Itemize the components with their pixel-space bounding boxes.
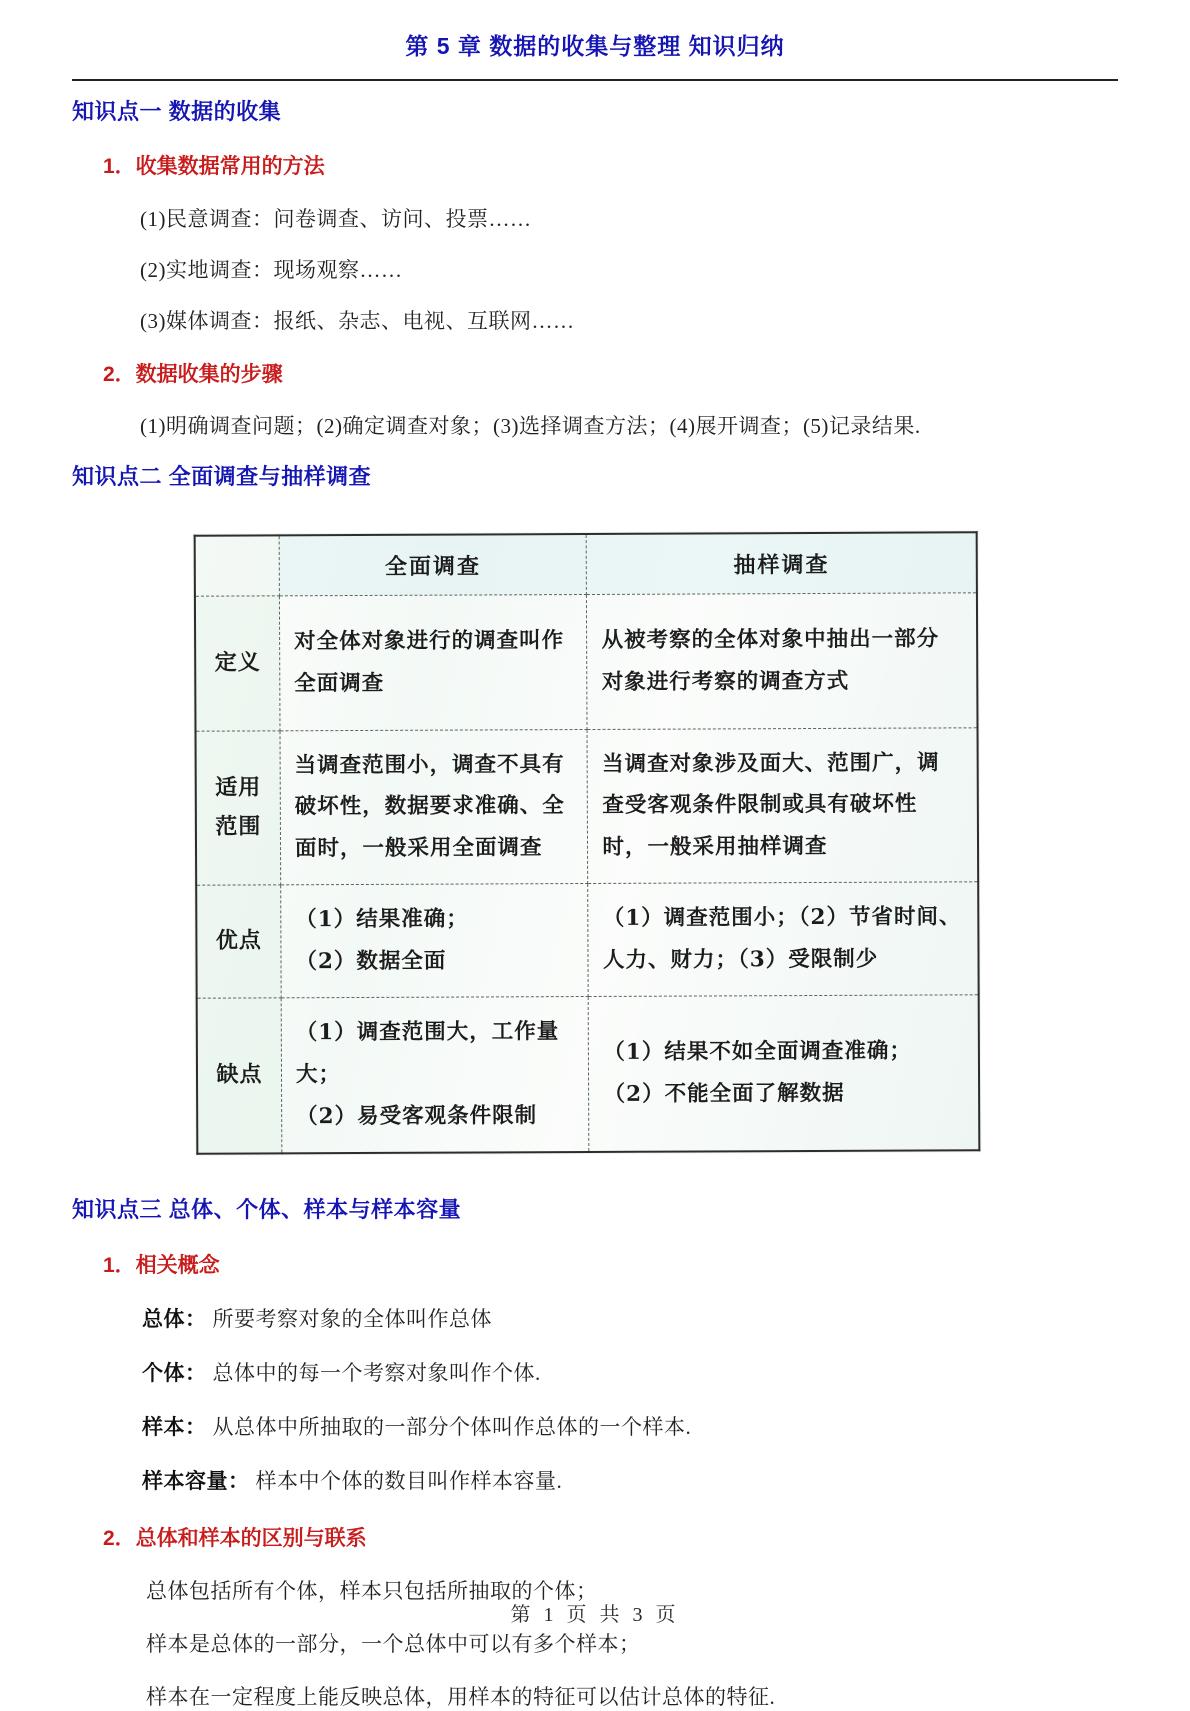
disadvantages-full-cell: （1）调查范围大，工作量大； （2）易受客观条件限制 [281, 997, 589, 1154]
concept-term: 样本： [142, 1414, 207, 1439]
table-row [196, 882, 978, 998]
section3-subheading-relations: 2．总体和样本的区别与联系 [103, 1526, 367, 1550]
advantages-sample-cell: （1）调查范围小；（2）节省时间、 人力、财力；（3）受限制少 [588, 882, 979, 997]
section1-heading: 知识点一 数据的收集 [72, 99, 282, 124]
concept-term: 样本容量： [142, 1468, 250, 1493]
section2-heading: 知识点二 全面调查与抽样调查 [72, 464, 372, 489]
table-corner-cell [195, 535, 280, 595]
scope-sample-cell: 当调查对象涉及面大、范围广，调 查受客观条件限制或具有破坏性 时，一般采用抽样调查 [587, 727, 978, 883]
steps-line: (1)明确调查问题；(2)确定调查对象；(3)选择调查方法；(4)展开调查；(5)记录结果. [140, 414, 921, 438]
table-row [195, 592, 978, 730]
title-divider [72, 79, 1118, 81]
method-item: (1)民意调查：问卷调查、访问、投票…… [140, 207, 532, 231]
section3-subheading-concepts: 1．相关概念 [103, 1253, 220, 1277]
concept-text: 所要考察对象的全体叫作总体 [212, 1306, 492, 1331]
relation-line: 总体包括所有个体，样本只包括所抽取的个体； [146, 1578, 598, 1603]
concept-line-sample-size [142, 1465, 1118, 1495]
method-item: (3)媒体调查：报纸、杂志、电视、互联网…… [140, 309, 575, 333]
definition-sample-cell: 从被考察的全体对象中抽出一部分 对象进行考察的调查方式 [587, 592, 978, 729]
disadvantages-sample-cell: （1）结果不如全面调查准确； （2）不能全面了解数据 [589, 995, 980, 1152]
row-label-scope: 适用 范围 [196, 730, 281, 885]
table-row [197, 995, 980, 1154]
scope-full-cell: 当调查范围小，调查不具有 破坏性，数据要求准确、全 面时，一般采用全面调查 [280, 729, 588, 885]
relation-line: 样本在一定程度上能反映总体，用样本的特征可以估计总体的特征. [146, 1684, 776, 1709]
row-label-disadvantages: 缺点 [197, 998, 282, 1154]
page-number: 第 1 页 共 3 页 [510, 1604, 680, 1626]
concept-line-individual [142, 1357, 1118, 1387]
row-label-advantages: 优点 [196, 885, 281, 998]
concept-term: 总体： [142, 1306, 207, 1331]
definition-full-cell: 对全体对象进行的调查叫作 全面调查 [279, 594, 587, 730]
comparison-table [194, 531, 981, 1154]
relation-line: 样本是总体的一部分，一个总体中可以有多个样本； [146, 1631, 641, 1656]
section3-heading: 知识点三 总体、个体、样本与样本容量 [72, 1196, 462, 1222]
concept-text: 总体中的每一个考察对象叫作个体. [212, 1360, 541, 1385]
section1-subheading-steps: 2．数据收集的步骤 [103, 363, 283, 386]
table-row [196, 727, 979, 885]
survey-comparison-table [194, 531, 981, 1154]
section1-subheading-methods: 1．收集数据常用的方法 [103, 155, 325, 178]
concept-text: 从总体中所抽取的一部分个体叫作总体的一个样本. [212, 1414, 692, 1439]
method-item: (2)实地调查：现场观察…… [140, 258, 403, 282]
row-label-definition: 定义 [195, 595, 280, 730]
concept-text: 样本中个体的数目叫作样本容量. [255, 1468, 563, 1493]
column-header-sample-survey: 抽样调查 [587, 532, 977, 594]
concept-term: 个体： [142, 1360, 207, 1385]
table-header-row [195, 532, 977, 595]
page-title: 第 5 章 数据的收集与整理 知识归纳 [405, 33, 785, 59]
advantages-full-cell: （1）结果准确； （2）数据全面 [281, 884, 589, 998]
concept-line-population [142, 1303, 1118, 1333]
concept-line-sample [142, 1411, 1118, 1441]
column-header-full-survey: 全面调查 [279, 534, 587, 595]
